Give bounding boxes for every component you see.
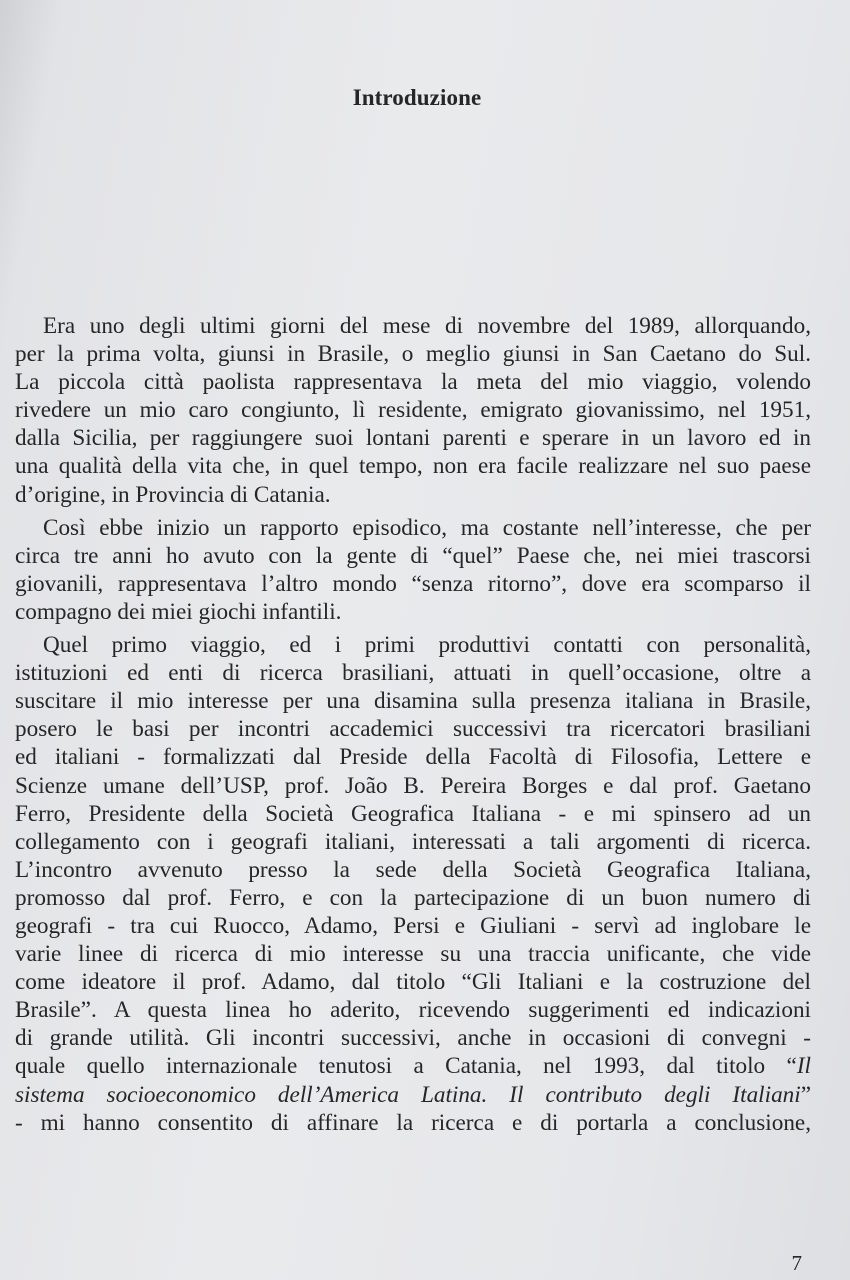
text-line: d’origine, in Provincia di Catania. xyxy=(15,481,331,508)
text-line: promosso dal prof. Ferro, e con la partecipazione di un buon numero di xyxy=(15,884,811,911)
text-line: Ferro, Presidente della Società Geografica Italiana - e mi spinsero ad un xyxy=(15,800,811,827)
text-line: circa tre anni ho avuto con la gente di “quel” Paese che, nei miei trascorsi xyxy=(15,542,811,569)
text-line: dalla Sicilia, per raggiungere suoi lontani parenti e sperare in un lavoro ed in xyxy=(15,425,811,452)
text-line: per la prima volta, giunsi in Brasile, o meglio giunsi in San Caetano do Sul. xyxy=(15,341,811,368)
text-line: Brasile”. A questa linea ho aderito, ricevendo suggerimenti ed indicazioni xyxy=(15,997,811,1024)
text-line xyxy=(15,1081,811,1109)
text-run: quale quello internazionale tenutosi a Catania, nel 1993, dal titolo “ xyxy=(15,1053,797,1080)
page-number: 7 xyxy=(791,1251,802,1275)
text-line: compagno dei miei giochi infantili. xyxy=(15,598,342,625)
text-line: Quel primo viaggio, ed i primi produttivi contatti con personalità, xyxy=(43,632,811,659)
text-line: Così ebbe inizio un rapporto episodico, ma costante nell’interesse, che per xyxy=(43,514,811,541)
text-line: Scienze umane dell’USP, prof. João B. Pereira Borges e dal prof. Gaetano xyxy=(15,772,811,799)
text-line: posero le basi per incontri accademici successivi tra ricercatori brasiliani xyxy=(15,716,811,743)
text-line: - mi hanno consentito di affinare la ricerca e di portarla a conclusione, xyxy=(15,1109,811,1136)
text-line: La piccola città paolista rappresentava la meta del mio viaggio, volendo xyxy=(15,369,811,396)
italic-book-title: sistema socioeconomico dell’America Latina. Il contributo degli Italiani xyxy=(15,1081,801,1108)
text-line: geografi - tra cui Ruocco, Adamo, Persi e Giuliani - servì ad inglobare le xyxy=(15,912,811,939)
text-line: di grande utilità. Gli incontri successivi, anche in occasioni di convegni - xyxy=(15,1025,811,1052)
text-line: varie linee di ricerca di mio interesse su una traccia unificante, che vide xyxy=(15,941,811,968)
text-line: Era uno degli ultimi giorni del mese di novembre del 1989, allorquando, xyxy=(43,313,811,339)
text-line: ed italiani - formalizzati dal Preside della Facoltà di Filosofia, Lettere e xyxy=(15,744,811,771)
paragraph-2 xyxy=(15,514,811,626)
paragraph-1 xyxy=(15,312,811,509)
text-line: una qualità della vita che, in quel tempo, non era facile realizzare nel suo paese xyxy=(15,453,811,480)
italic-book-title: Il xyxy=(796,1053,811,1080)
text-line: giovanili, rappresentava l’altro mondo “senza ritorno”, dove era scomparso il xyxy=(15,570,811,597)
paragraph-3 xyxy=(15,631,811,1137)
text-line: suscitare il mio interesse per una disamina sulla presenza italiana in Brasile, xyxy=(15,688,811,715)
text-line: collegamento con i geografi italiani, interessati a tali argomenti di ricerca. xyxy=(15,828,811,855)
text-line: istituzioni ed enti di ricerca brasiliani, attuati in quell’occasione, oltre a xyxy=(15,660,811,687)
body-text xyxy=(15,312,811,1137)
text-line: rivedere un mio caro congiunto, lì residente, emigrato giovanissimo, nel 1951, xyxy=(15,397,811,424)
text-line xyxy=(15,1052,811,1080)
chapter-title: Introduzione xyxy=(352,85,482,110)
text-line: L’incontro avvenuto presso la sede della Società Geografica Italiana, xyxy=(15,856,811,883)
text-line: come ideatore il prof. Adamo, dal titolo “Gli Italiani e la costruzione del xyxy=(15,969,811,996)
text-run: ” xyxy=(800,1081,811,1108)
